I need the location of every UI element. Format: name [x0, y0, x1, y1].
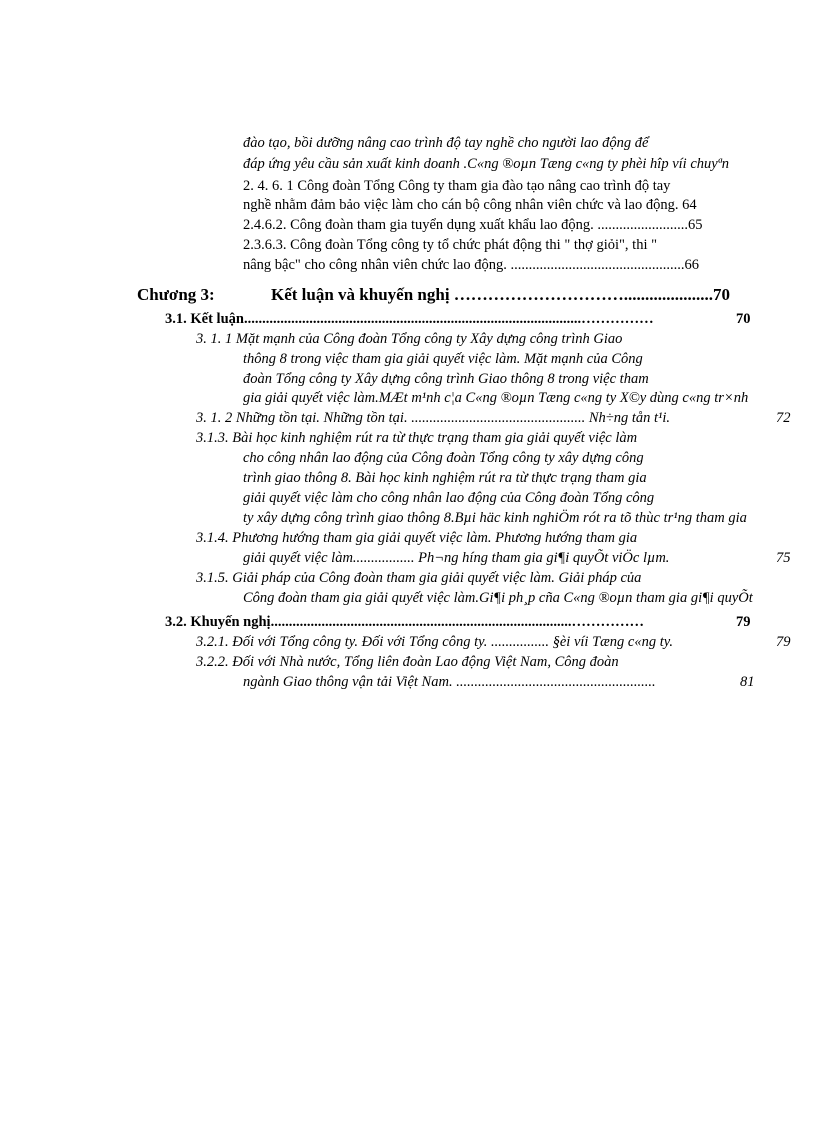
toc-entry-3-1-1-line-3: đoàn Tổng công ty Xây dựng công trình Giao thông 8 trong việc tham [243, 371, 649, 387]
toc-entry-2363-line-1[interactable]: 2.3.6.3. Công đoàn Tổng công ty tổ chức phát động thi " thợ giỏi", thi " [243, 237, 658, 253]
toc-entry-3-2-2-line-2: ngành Giao thông vận tải Việt Nam. ....................................................... [243, 674, 656, 690]
chapter-3-title[interactable]: Kết luận và khuyến nghị ………………………….....................70 [271, 285, 731, 304]
toc-page-3-2-1: 79 [776, 634, 791, 650]
toc-continuation-line-2: đáp ứng yêu cầu sản xuất kinh doanh .C«ng ®oµn Tæng c«ng ty phèi hîp víi chuyªn [243, 156, 729, 172]
toc-entry-2461-line-2[interactable]: nghề nhằm đảm bảo việc làm cho cán bộ công nhân viên chức và lao động. 64 [243, 197, 697, 213]
toc-entry-3-2-2-line-1[interactable]: 3.2.2. Đối với Nhà nước, Tổng liên đoàn Lao động Việt Nam, Công đoàn [196, 654, 619, 670]
toc-entry-3-1-3-line-4: giải quyết việc làm cho công nhân lao động của Công đoàn Tổng công [243, 490, 655, 506]
toc-page-3-2: 79 [736, 614, 751, 630]
toc-page-3-1: 70 [736, 311, 751, 327]
toc-entry-3-2-1[interactable]: 3.2.1. Đối với Tổng công ty. Đối với Tổng công ty. ................ §èi víi Tæng c«ng ty. [196, 634, 674, 650]
toc-entry-3-1-4-line-1[interactable]: 3.1.4. Phương hướng tham gia giải quyết việc làm. Phương hướng tham gia [196, 530, 638, 546]
toc-page-3-1-2: 72 [776, 410, 791, 426]
toc-entry-3-1-3-line-2: cho công nhân lao động của Công đoàn Tổng công ty xây dựng công [243, 450, 644, 466]
toc-entry-3-1[interactable]: 3.1. Kết luận.............................................................................................…………… [165, 311, 654, 327]
toc-entry-3-1-3-line-1[interactable]: 3.1.3. Bài học kinh nghiệm rút ra từ thực trạng tham gia giải quyết việc làm [196, 430, 638, 446]
toc-continuation-line-1: đào tạo, bồi dưỡng nâng cao trình độ tay nghề cho người lao động để [243, 135, 649, 151]
toc-entry-3-1-1-line-4: gia giải quyết việc làm.MÆt m¹nh c¦a C«ng ®oµn Tæng c«ng ty X©y dùng c«ng tr×nh [243, 390, 749, 406]
toc-page-3-2-2: 81 [740, 674, 755, 690]
toc-entry-3-2[interactable]: 3.2. Khuyến nghị...................................................................................…………… [165, 614, 644, 630]
toc-entry-3-1-5-line-2: Công đoàn tham gia giải quyết việc làm.Gi¶i ph¸p cña C«ng ®oµn tham gia gi¶i quyÕt [243, 590, 753, 606]
toc-entry-2363-line-2[interactable]: nâng bậc" cho công nhân viên chức lao động. ................................................66 [243, 257, 699, 273]
toc-entry-3-1-5-line-1[interactable]: 3.1.5. Giải pháp của Công đoàn tham gia giải quyết việc làm. Giải pháp của [196, 570, 642, 586]
toc-entry-2462[interactable]: 2.4.6.2. Công đoàn tham gia tuyển dụng xuất khẩu lao động. .........................65 [243, 217, 703, 233]
toc-entry-3-1-1-line-2: thông 8 trong việc tham gia giải quyết việc làm. Mặt mạnh của Công [243, 351, 643, 367]
toc-entry-3-1-3-line-3: trình giao thông 8. Bài học kinh nghiệm rút ra từ thực trạng tham gia [243, 470, 647, 486]
toc-entry-3-1-2[interactable]: 3. 1. 2 Những tồn tại. Những tồn tại. ................................................ Nh÷ng tån t¹i. [196, 410, 671, 426]
toc-entry-3-1-1-line-1[interactable]: 3. 1. 1 Mặt mạnh của Công đoàn Tổng công ty Xây dựng công trình Giao [196, 331, 623, 347]
toc-page-3-1-4: 75 [776, 550, 791, 566]
toc-entry-3-1-4-line-2: giải quyết việc làm................. Ph¬ng híng tham gia gi¶i quyÕt viÖc lµm. [243, 550, 670, 566]
toc-entry-3-1-3-line-5: ty xây dựng công trình giao thông 8.Bµi häc kinh nghiÖm rót ra tõ thùc tr¹ng tham gia [243, 510, 747, 526]
toc-entry-2461-line-1[interactable]: 2. 4. 6. 1 Công đoàn Tổng Công ty tham gia đào tạo nâng cao trình độ tay [243, 178, 671, 194]
chapter-3-label: Chương 3: [137, 285, 215, 304]
